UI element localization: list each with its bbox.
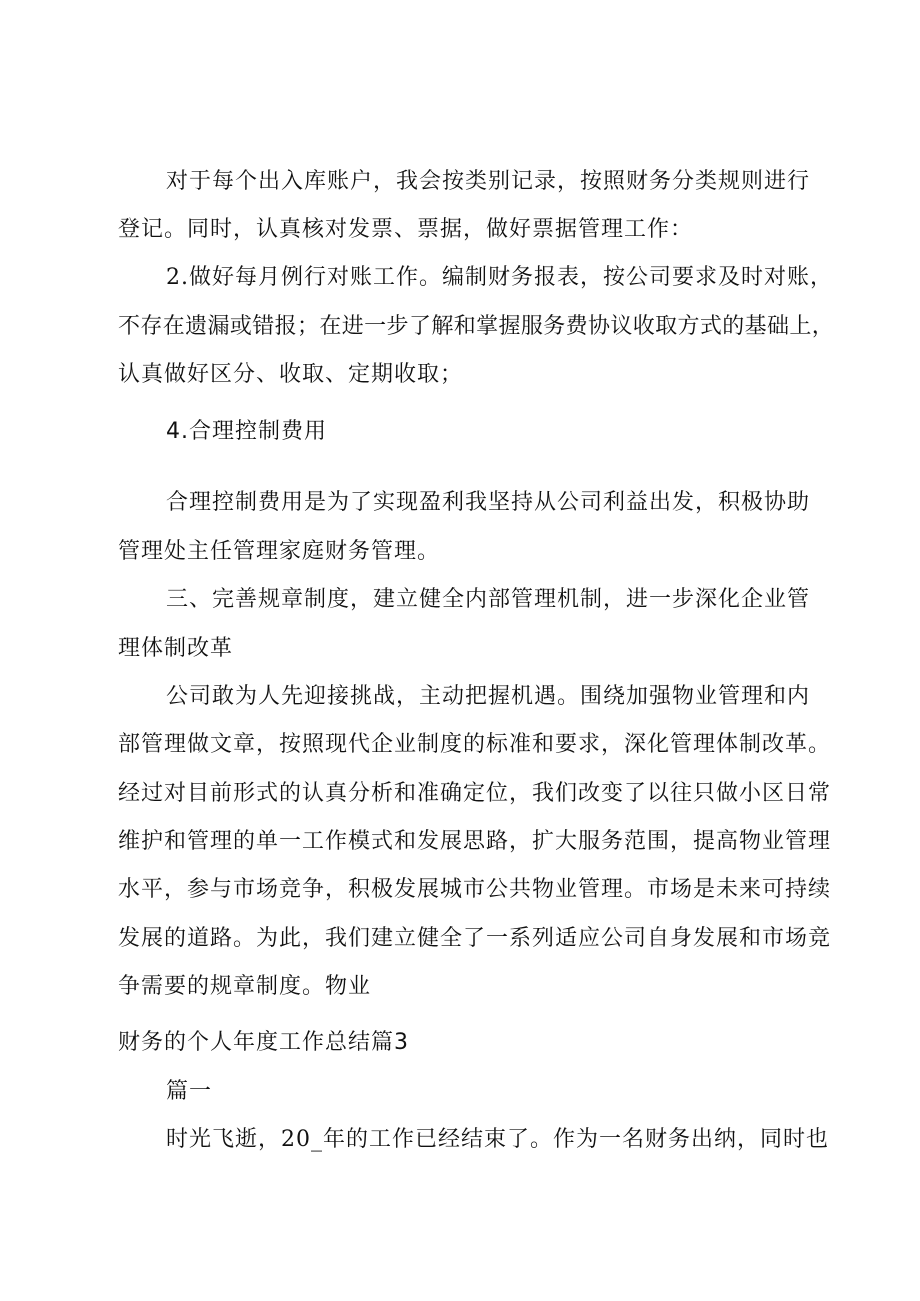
paragraph-line: 经过对目前形式的认真分析和准确定位，我们改变了以往只做小区日常 [118,781,832,806]
paragraph-line: 认真做好区分、收取、定期收取； [118,362,464,387]
paragraph-line: 争需要的规章制度。物业 [118,974,372,999]
paragraph-line: 时光飞逝，20_年的工作已经结束了。作为一名财务出纳，同时也 [166,1127,829,1152]
paragraph-line: 2.做好每月例行对账工作。编制财务报表，按公司要求及时对账， [166,265,833,290]
paragraph-line: 维护和管理的单一工作模式和发展思路，扩大服务范围，提高物业管理 [118,829,832,854]
paragraph-line: 水平，参与市场竞争，积极发展城市公共物业管理。市场是未来可持续 [118,877,832,902]
paragraph-line: 发展的道路。为此，我们建立健全了一系列适应公司自身发展和市场竞 [118,926,832,951]
paragraph-line: 登记。同时，认真核对发票、票据，做好票据管理工作： [118,217,694,242]
paragraph-line: 合理控制费用是为了实现盈利我坚持从公司利益出发，积极协助 [166,490,811,515]
section-heading: 4.合理控制费用 [166,419,327,444]
paragraph-line: 管理处主任管理家庭财务管理。 [118,539,441,564]
section-heading: 篇一 [166,1079,213,1104]
paragraph-line: 公司敢为人先迎接挑战，主动把握机遇。围绕加强物业管理和内 [166,684,811,709]
document-title: 财务的个人年度工作总结篇3 [118,1030,409,1055]
paragraph-line: 部管理做文章，按照现代企业制度的标准和要求，深化管理体制改革。 [118,732,832,757]
paragraph-line: 理体制改革 [118,636,234,661]
paragraph-line: 三、完善规章制度，建立健全内部管理机制，进一步深化企业管 [166,587,811,612]
paragraph-line: 对于每个出入库账户，我会按类别记录，按照财务分类规则进行 [166,169,811,194]
paragraph-line: 不存在遗漏或错报；在进一步了解和掌握服务费协议收取方式的基础上， [118,314,835,339]
